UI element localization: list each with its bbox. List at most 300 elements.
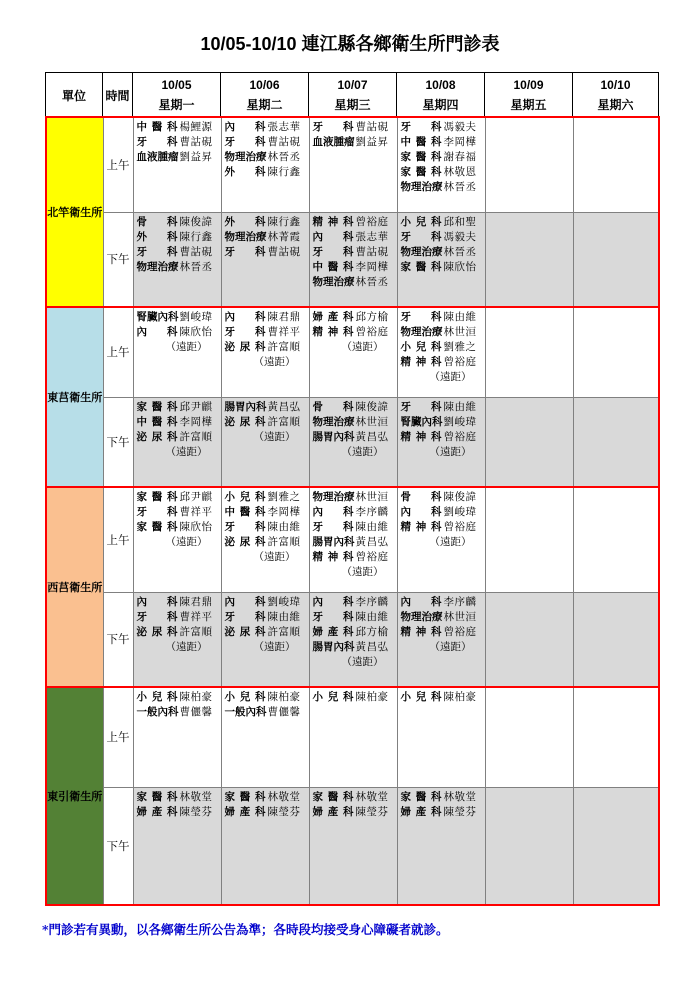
day-cell — [133, 117, 221, 212]
entry-doctor: 林敬堂 — [355, 790, 389, 803]
schedule-entry — [401, 400, 484, 415]
entry-doctor: 謝春福 — [443, 151, 477, 163]
entry-dept — [313, 505, 354, 520]
dept-char: 治 — [245, 151, 256, 163]
entry-doctor: 曹詁硯 — [179, 136, 213, 148]
entry-dept — [313, 790, 354, 805]
entry-dept — [401, 400, 442, 415]
dept-char: 醫 — [151, 521, 163, 533]
remote-label: （遠距） — [429, 445, 472, 458]
entry-doctor: 陳由維 — [355, 610, 389, 623]
dept-char: 科 — [431, 215, 442, 228]
schedule-entry — [225, 535, 308, 550]
entry-doctor: 林敬堂 — [179, 790, 213, 803]
dept-char: 科 — [255, 610, 266, 623]
day-cell — [133, 307, 221, 397]
dept-char: 婦 — [400, 805, 411, 818]
day-cell — [221, 307, 309, 397]
dept-char: 產 — [415, 805, 427, 818]
dept-char: 科 — [255, 341, 266, 353]
time-cell: 下午 — [103, 787, 133, 905]
schedule-entry — [401, 245, 484, 260]
entry-dept — [313, 625, 354, 640]
schedule-entry — [225, 415, 308, 430]
dept-char: 理 — [235, 230, 246, 243]
header-weekday: 星期五 — [510, 98, 547, 112]
schedule-entry — [401, 120, 484, 135]
dept-char: 科 — [167, 326, 178, 338]
day-cell — [133, 787, 221, 905]
entry-dept — [225, 805, 266, 820]
schedule-entry — [313, 120, 396, 135]
entry-dept — [313, 595, 354, 610]
schedule-entry — [401, 625, 484, 640]
entry-doctor: 劉雅之 — [443, 341, 477, 353]
dept-char: 家 — [136, 400, 147, 413]
entry-dept — [225, 135, 266, 150]
dept-char: 治 — [245, 230, 256, 243]
entry-dept — [313, 535, 354, 550]
dept-char: 內 — [333, 430, 344, 443]
dept-char: 泌 — [224, 341, 235, 353]
dept-char: 科 — [167, 400, 178, 413]
dept-char: 家 — [312, 790, 323, 803]
dept-char: 科 — [167, 521, 178, 533]
dept-char: 內 — [333, 640, 344, 653]
dept-char: 科 — [167, 610, 178, 623]
dept-char: 中 — [224, 506, 235, 518]
entry-dept — [313, 520, 354, 535]
dept-char: 內 — [157, 706, 168, 718]
entry-doctor: 陳欣怡 — [443, 260, 477, 273]
entry-doctor: 陳由維 — [267, 521, 301, 533]
dept-char: 婦 — [312, 625, 323, 638]
header-day-6 — [573, 73, 659, 118]
dept-char: 科 — [167, 491, 178, 503]
dept-char: 尿 — [239, 536, 251, 548]
schedule-entry — [137, 230, 220, 245]
entry-doctor: 陳由維 — [443, 311, 477, 323]
day-cell — [309, 212, 397, 307]
dept-char: 腸 — [312, 640, 323, 653]
dept-char: 內 — [421, 415, 432, 428]
dept-char: 科 — [431, 166, 442, 178]
dept-char: 科 — [343, 521, 354, 533]
schedule-entry — [313, 230, 396, 245]
dept-char: 科 — [255, 415, 266, 428]
entry-doctor: 曹儷馨 — [267, 706, 301, 718]
entry-doctor: 曾裕庭 — [355, 551, 389, 563]
dept-char: 牙 — [224, 326, 235, 338]
entry-doctor: 林晉丞 — [267, 151, 301, 163]
dept-char: 科 — [167, 245, 178, 258]
time-cell: 上午 — [103, 687, 133, 787]
dept-char: 科 — [343, 790, 354, 803]
schedule-entry — [137, 520, 220, 535]
entry-doctor: 黃昌弘 — [355, 640, 389, 653]
time-cell: 上午 — [103, 307, 133, 397]
schedule-entry — [137, 310, 220, 325]
dept-char: 產 — [327, 625, 339, 638]
dept-char: 神 — [415, 430, 427, 443]
day-cell — [133, 592, 221, 687]
dept-char: 科 — [431, 625, 442, 638]
entry-dept — [225, 705, 266, 720]
dept-char: 理 — [235, 151, 246, 163]
entry-dept — [401, 325, 442, 340]
header-time: 時間 — [103, 73, 133, 118]
entry-doctor: 馮毅夫 — [443, 230, 477, 243]
unit-cell: 東引衛生所 — [46, 687, 103, 905]
dept-char: 治 — [421, 610, 432, 623]
day-cell — [397, 592, 485, 687]
day-cell — [573, 487, 659, 592]
day-cell — [485, 487, 573, 592]
schedule-entry — [225, 805, 308, 820]
entry-doctor: 陳俊諱 — [355, 400, 389, 413]
entry-doctor: 劉益昇 — [355, 136, 389, 148]
entry-dept — [137, 490, 178, 505]
schedule-entry — [313, 310, 396, 325]
entry-dept — [313, 310, 354, 325]
day-cell — [397, 117, 485, 212]
entry-dept — [225, 310, 266, 325]
day-cell — [133, 687, 221, 787]
dept-char: 牙 — [224, 610, 235, 623]
schedule-entry — [313, 260, 396, 275]
remote-label: （遠距） — [341, 341, 384, 353]
header-date: 10/07 — [337, 78, 368, 92]
dept-char: 精 — [312, 326, 323, 338]
dept-char: 中 — [312, 260, 323, 273]
dept-char: 中 — [400, 136, 411, 148]
dept-char: 尿 — [151, 430, 163, 443]
schedule-entry — [401, 415, 484, 430]
dept-char: 科 — [431, 595, 442, 608]
dept-char: 物 — [224, 230, 235, 243]
header-date: 10/06 — [249, 78, 280, 92]
header-day-1 — [133, 73, 221, 118]
entry-dept — [225, 535, 266, 550]
entry-doctor: 李岡樺 — [443, 136, 477, 148]
schedule-entry — [225, 505, 308, 520]
entry-dept — [401, 180, 442, 195]
dept-char: 科 — [256, 706, 267, 718]
dept-char: 理 — [323, 491, 334, 503]
entry-dept — [401, 230, 442, 245]
schedule-entry — [401, 430, 484, 445]
time-cell: 下午 — [103, 592, 133, 687]
unit-cell: 西莒衛生所 — [46, 487, 103, 687]
entry-dept — [137, 690, 178, 705]
dept-char: 神 — [327, 551, 339, 563]
dept-char: 物 — [400, 326, 411, 338]
schedule-entry — [225, 610, 308, 625]
entry-dept — [401, 340, 442, 355]
dept-char: 理 — [411, 245, 422, 258]
dept-char: 泌 — [224, 415, 235, 428]
schedule-entry — [313, 430, 396, 445]
dept-char: 內 — [224, 595, 235, 608]
day-cell — [573, 212, 659, 307]
entry-doctor: 曹詁硯 — [355, 245, 389, 258]
day-cell — [397, 212, 485, 307]
dept-char: 精 — [400, 625, 411, 638]
dept-char: 牙 — [224, 521, 235, 533]
schedule-entry — [225, 625, 308, 640]
dept-char: 療 — [256, 230, 267, 243]
day-cell — [309, 592, 397, 687]
session-row — [46, 787, 659, 905]
dept-char: 醫 — [415, 136, 427, 148]
schedule-entry — [401, 505, 484, 520]
header-weekday: 星期三 — [334, 98, 371, 112]
entry-dept — [137, 230, 178, 245]
dept-char: 牙 — [136, 610, 147, 623]
dept-char: 科 — [255, 625, 266, 638]
schedule-entry — [137, 595, 220, 610]
day-cell — [397, 487, 485, 592]
schedule-entry — [225, 165, 308, 180]
entry-dept — [401, 625, 442, 640]
dept-char: 科 — [255, 536, 266, 548]
header-date: 10/05 — [161, 78, 192, 92]
entry-dept — [137, 505, 178, 520]
dept-char: 醫 — [151, 415, 163, 428]
entry-doctor: 陳柏豪 — [267, 691, 301, 703]
dept-char: 醫 — [151, 400, 163, 413]
header-date: 10/08 — [425, 78, 456, 92]
day-cell — [309, 117, 397, 212]
schedule-entry — [313, 610, 396, 625]
day-cell — [221, 212, 309, 307]
dept-char: 精 — [312, 215, 323, 228]
entry-doctor: 曾裕庭 — [443, 356, 477, 368]
entry-dept — [137, 120, 178, 135]
entry-doctor: 林敬恩 — [443, 166, 477, 178]
day-cell — [133, 212, 221, 307]
dept-char: 牙 — [312, 245, 323, 258]
dept-char: 腫 — [333, 136, 344, 148]
schedule-entry — [137, 805, 220, 820]
dept-char: 科 — [343, 260, 354, 273]
dept-char: 精 — [400, 356, 411, 368]
dept-char: 外 — [136, 230, 147, 243]
remote-label: （遠距） — [253, 640, 296, 653]
schedule-entry — [401, 595, 484, 610]
schedule-entry — [225, 705, 308, 720]
dept-char: 科 — [255, 805, 266, 818]
dept-char: 兒 — [151, 691, 163, 703]
schedule-entry — [401, 690, 484, 705]
entry-dept — [225, 595, 266, 610]
dept-char: 一 — [136, 706, 147, 718]
schedule-entry — [137, 430, 220, 445]
dept-char: 腎 — [136, 311, 147, 323]
entry-dept — [225, 150, 266, 165]
schedule-entry — [401, 260, 484, 275]
entry-doctor: 許富順 — [179, 625, 213, 638]
schedule-entry — [225, 150, 308, 165]
unit-block-0 — [45, 116, 660, 308]
dept-char: 產 — [239, 805, 251, 818]
entry-doctor: 許富順 — [179, 430, 213, 443]
header-day-5 — [485, 73, 573, 118]
dept-char: 牙 — [224, 136, 235, 148]
entry-dept — [225, 625, 266, 640]
dept-char: 血 — [312, 136, 323, 148]
entry-dept — [313, 245, 354, 260]
dept-char: 兒 — [239, 491, 251, 503]
entry-doctor: 黃昌弘 — [355, 430, 389, 443]
entry-doctor: 陳君鼎 — [179, 595, 213, 608]
schedule-entry — [401, 520, 484, 535]
dept-char: 神 — [415, 625, 427, 638]
dept-char: 科 — [431, 506, 442, 518]
dept-char: 科 — [167, 625, 178, 638]
dept-char: 內 — [312, 506, 323, 518]
entry-doctor: 陳柏豪 — [355, 691, 389, 703]
entry-dept — [137, 245, 178, 260]
schedule-entry — [225, 310, 308, 325]
dept-char: 科 — [255, 215, 266, 228]
day-cell — [573, 307, 659, 397]
schedule-entry — [313, 790, 396, 805]
dept-char: 醫 — [151, 121, 163, 133]
schedule-entry — [313, 535, 396, 550]
entry-doctor: 曹祥平 — [267, 326, 301, 338]
dept-char: 牙 — [312, 521, 323, 533]
entry-dept — [225, 790, 266, 805]
entry-dept — [137, 595, 178, 610]
footnote: *門診若有異動，以各鄉衛生所公告為準；各時段均接受身心障礙者就診。 — [42, 922, 449, 937]
dept-char: 瘤 — [168, 151, 179, 163]
remote-label: （遠距） — [429, 640, 472, 653]
schedule-entry — [137, 610, 220, 625]
entry-dept — [137, 150, 178, 165]
day-cell — [573, 117, 659, 212]
entry-doctor: 馮毅夫 — [443, 121, 477, 133]
dept-char: 中 — [136, 121, 147, 133]
dept-char: 家 — [400, 790, 411, 803]
unit-cell: 北竿衛生所 — [46, 117, 103, 307]
schedule-entry — [401, 135, 484, 150]
unit-block-1 — [45, 306, 660, 488]
dept-char: 科 — [167, 136, 178, 148]
entry-doctor: 李岡樺 — [267, 506, 301, 518]
entry-doctor: 劉峻瑋 — [179, 311, 213, 323]
dept-char: 胃 — [323, 640, 334, 653]
entry-doctor: 陳由維 — [355, 521, 389, 533]
schedule-entry — [137, 690, 220, 705]
schedule-table — [45, 72, 658, 906]
entry-dept — [313, 690, 354, 705]
dept-char: 科 — [343, 245, 354, 258]
dept-char: 神 — [327, 215, 339, 228]
day-cell — [485, 117, 573, 212]
dept-char: 科 — [431, 341, 442, 353]
entry-doctor: 劉雅之 — [267, 491, 301, 503]
schedule-entry — [313, 625, 396, 640]
entry-dept — [401, 805, 442, 820]
dept-char: 內 — [224, 311, 235, 323]
entry-doctor: 曾裕庭 — [355, 215, 389, 228]
dept-char: 科 — [255, 311, 266, 323]
entry-dept — [137, 400, 178, 415]
entry-doctor: 李序麟 — [355, 595, 389, 608]
dept-char: 尿 — [239, 415, 251, 428]
schedule-entry — [137, 625, 220, 640]
entry-dept — [137, 310, 178, 325]
unit-cell: 東莒衛生所 — [46, 307, 103, 487]
entry-dept — [401, 490, 442, 505]
day-cell — [309, 307, 397, 397]
entry-dept — [137, 415, 178, 430]
dept-char: 內 — [333, 536, 344, 548]
dept-char: 療 — [432, 245, 443, 258]
dept-char: 泌 — [136, 625, 147, 638]
entry-doctor: 曾裕庭 — [355, 326, 389, 338]
dept-char: 腸 — [224, 400, 235, 413]
dept-char: 科 — [431, 356, 442, 368]
dept-char: 液 — [323, 136, 334, 148]
entry-doctor: 陳行鑫 — [267, 215, 301, 228]
dept-char: 科 — [343, 625, 354, 638]
entry-dept — [225, 400, 266, 415]
entry-doctor: 許富順 — [267, 341, 301, 353]
entry-doctor: 楊鯉源 — [179, 121, 213, 133]
dept-char: 科 — [431, 151, 442, 163]
schedule-entry — [225, 245, 308, 260]
dept-char: 科 — [343, 326, 354, 338]
dept-char: 兒 — [415, 341, 427, 353]
dept-char: 理 — [147, 260, 158, 273]
schedule-entry — [401, 215, 484, 230]
dept-char: 內 — [400, 506, 411, 518]
entry-doctor: 許富順 — [267, 536, 301, 548]
entry-dept — [137, 790, 178, 805]
time-cell: 上午 — [103, 487, 133, 592]
day-cell — [221, 397, 309, 487]
dept-char: 科 — [343, 551, 354, 563]
schedule-entry — [225, 340, 308, 355]
dept-char: 內 — [312, 230, 323, 243]
dept-char: 小 — [400, 215, 411, 228]
entry-dept — [313, 325, 354, 340]
schedule-entry — [225, 120, 308, 135]
entry-dept — [313, 215, 354, 230]
entry-doctor: 曹詁硯 — [267, 245, 301, 258]
dept-char: 科 — [431, 521, 442, 533]
dept-char: 科 — [432, 415, 443, 428]
entry-doctor: 張志華 — [267, 121, 301, 133]
entry-dept — [313, 805, 354, 820]
entry-doctor: 林敬堂 — [267, 790, 301, 803]
schedule-entry — [137, 245, 220, 260]
schedule-entry — [225, 135, 308, 150]
day-cell — [221, 487, 309, 592]
schedule-entry — [225, 230, 308, 245]
entry-doctor: 曾裕庭 — [443, 521, 477, 533]
dept-char: 科 — [431, 260, 442, 273]
schedule-entry — [313, 275, 396, 290]
page-title: 10/05-10/10 連江縣各鄉衛生所門診表 — [200, 34, 500, 54]
dept-char: 療 — [344, 275, 355, 288]
dept-char: 腸 — [312, 536, 323, 548]
dept-char: 血 — [136, 151, 147, 163]
day-cell — [397, 787, 485, 905]
unit-blocks — [45, 116, 658, 906]
